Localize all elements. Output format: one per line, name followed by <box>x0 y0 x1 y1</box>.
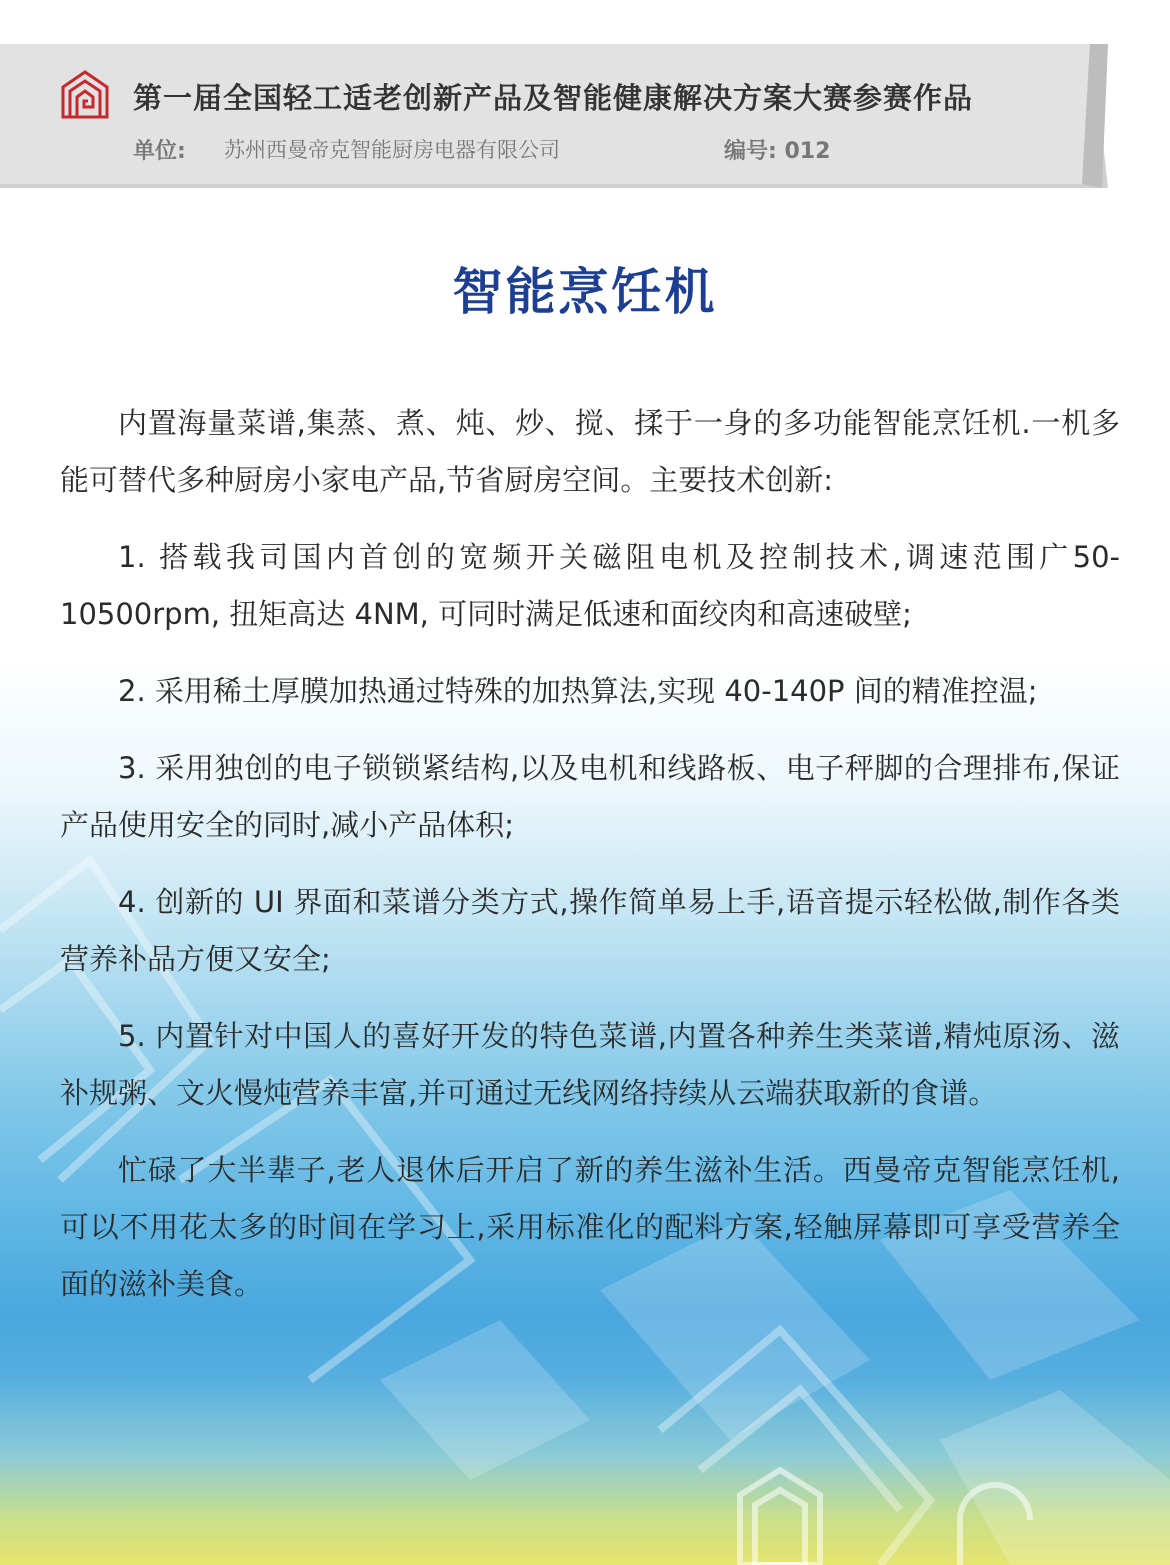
innovation-item-4: 4. 创新的 UI 界面和菜谱分类方式,操作简单易上手,语音提示轻松做,制作各类营养补品方便又安全; <box>60 885 1120 976</box>
closing-paragraph: 忙碌了大半辈子,老人退休后开启了新的养生滋补生活。西曼帝克智能烹饪机,可以不用花太多的时间在学习上,采用标准化的配料方案,轻触屏幕即可享受营养全面的滋补美食。 <box>60 1153 1120 1301</box>
entry-number: 编号: 012 <box>724 139 831 164</box>
innovation-item-3: 3. 采用独创的电子锁锁紧结构,以及电机和线路板、电子秤脚的合理排布,保证产品使用安全的同时,减小产品体积; <box>60 751 1120 842</box>
competition-title: 第一届全国轻工适老创新产品及智能健康解决方案大赛参赛作品 <box>133 81 974 115</box>
innovation-item-1: 1. 搭载我司国内首创的宽频开关磁阻电机及控制技术,调速范围广50-10500rpm, 扭矩高达 4NM, 可同时满足低速和面绞肉和高速破壁; <box>60 540 1120 631</box>
unit-value: 苏州西曼帝克智能厨房电器有限公司 <box>224 138 560 162</box>
unit-label: 单位: <box>133 139 186 164</box>
intro-paragraph: 内置海量菜谱,集蒸、煮、炖、炒、搅、揉于一身的多功能智能烹饪机.一机多能可替代多种厨房小家电产品,节省厨房空间。主要技术创新: <box>60 406 1120 497</box>
page-title: 智能烹饪机 <box>452 263 718 321</box>
body-content <box>60 395 1120 1333</box>
innovation-item-5: 5. 内置针对中国人的喜好开发的特色菜谱,内置各种养生类菜谱,精炖原汤、滋补规粥、文火慢炖营养丰富,并可通过无线网络持续从云端获取新的食谱。 <box>60 1019 1120 1110</box>
house-logo-icon <box>60 69 110 119</box>
innovation-item-2: 2. 采用稀土厚膜加热通过特殊的加热算法,实现 40-140P 间的精准控温; <box>118 674 1038 708</box>
